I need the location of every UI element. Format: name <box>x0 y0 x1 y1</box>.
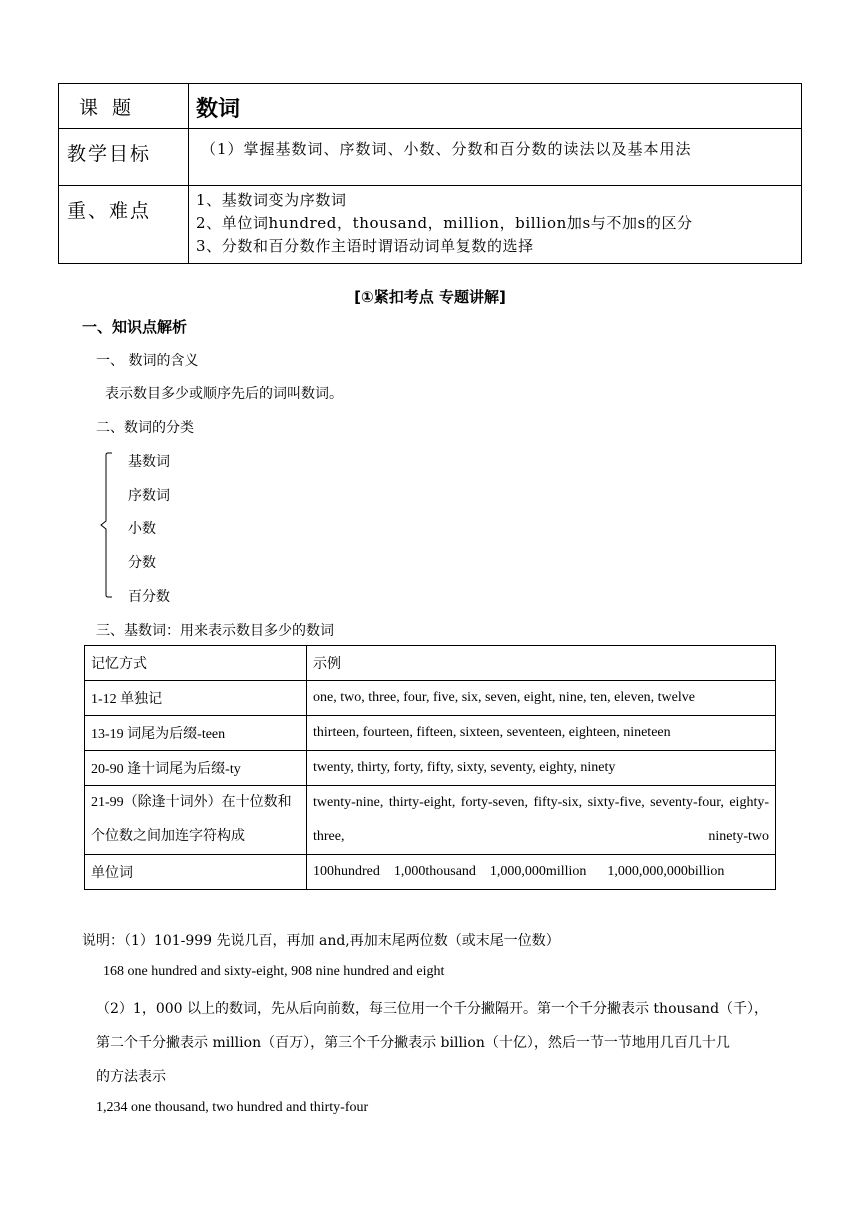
table-cell: twenty-nine, thirty-eight, forty-seven, fifty-six, sixty-five, seventy-four, eighty-three, ninety-two <box>307 786 776 855</box>
table-header-row <box>85 646 776 681</box>
key-points-cell <box>189 186 802 264</box>
subject-value: 数词 <box>196 97 241 122</box>
note-1: 说明：（1）101-999 先说几百，再加 and,再加末尾两位数（或末尾一位数） <box>82 933 560 949</box>
subject-value-cell <box>189 84 802 129</box>
table-cell: 100hundred 1,000thousand 1,000,000million 1,000,000,000billion <box>307 855 776 890</box>
note-2-example: 1,234 one thousand, two hundred and thirty-four <box>96 1100 369 1115</box>
classification-item: 基数词 <box>128 454 170 470</box>
key-point-item: 3、分数和百分数作主语时谓语动词单复数的选择 <box>196 237 534 255</box>
classification-item: 序数词 <box>128 488 170 504</box>
subject-label: 课题 <box>79 97 146 119</box>
column-header: 示例 <box>307 646 776 681</box>
key-point-item: 1、基数词变为序数词 <box>196 191 347 209</box>
table-cell: 21-99（除逢十词外）在十位数和个位数之间加连字符构成 <box>85 786 307 855</box>
note-2-line-1: （2）1，000 以上的数词，先从后向前数，每三位用一个千分撇隔开。第一个千分撇表示 thousand（千）， <box>96 1001 769 1017</box>
goal-value: （1）掌握基数词、序数词、小数、分数和百分数的读法以及基本用法 <box>201 140 692 158</box>
key-point-item: 2、单位词hundred，thousand，million，billion加s与不加s的区分 <box>196 214 693 232</box>
table-row <box>59 186 802 264</box>
note-1-example: 168 one hundred and sixty-eight, 908 nine hundred and eight <box>103 964 445 979</box>
table-row <box>85 681 776 716</box>
cardinal-number-table <box>84 645 776 890</box>
heading-knowledge-analysis: 一、知识点解析 <box>82 318 188 336</box>
section-title: [①紧扣考点 专题讲解] <box>354 288 506 306</box>
note-2-line-3: 的方法表示 <box>96 1069 166 1085</box>
subheading-cardinal: 三、基数词：用来表示数目多少的数词 <box>96 623 334 639</box>
subheading-classification: 二、数词的分类 <box>96 420 194 436</box>
meaning-text: 表示数目多少或顺序先后的词叫数词。 <box>105 386 343 402</box>
table-row <box>59 129 802 186</box>
key-points-list <box>189 186 801 258</box>
subheading-meaning: 一、 数词的含义 <box>96 353 199 369</box>
table-cell: 1-12 单独记 <box>85 681 307 716</box>
table-row <box>85 751 776 786</box>
table-cell: twenty, thirty, forty, fifty, sixty, seventy, eighty, ninety <box>307 751 776 786</box>
table-row <box>85 855 776 890</box>
table-cell: thirteen, fourteen, fifteen, sixteen, seventeen, eighteen, nineteen <box>307 716 776 751</box>
subject-label-cell <box>59 84 189 129</box>
goal-label-cell <box>59 129 189 186</box>
classification-item: 分数 <box>128 555 156 571</box>
lesson-info-table <box>58 83 802 264</box>
note-2-line-2: 第二个千分撇表示 million（百万），第三个千分撇表示 billion（十亿），然后一节一节地用几百几十几 <box>96 1035 730 1051</box>
goal-label: 教学目标 <box>67 143 152 165</box>
table-row <box>85 786 776 855</box>
key-points-label: 重、难点 <box>67 200 152 222</box>
table-row <box>85 716 776 751</box>
table-cell: 13-19 词尾为后缀-teen <box>85 716 307 751</box>
column-header: 记忆方式 <box>85 646 307 681</box>
classification-item: 百分数 <box>128 589 170 605</box>
table-cell: one, two, three, four, five, six, seven, eight, nine, ten, eleven, twelve <box>307 681 776 716</box>
key-points-label-cell <box>59 186 189 264</box>
brace-icon <box>100 451 120 599</box>
table-row <box>59 84 802 129</box>
goal-value-cell <box>189 129 802 186</box>
table-cell: 20-90 逢十词尾为后缀-ty <box>85 751 307 786</box>
classification-item: 小数 <box>128 521 156 537</box>
table-cell: 单位词 <box>85 855 307 890</box>
